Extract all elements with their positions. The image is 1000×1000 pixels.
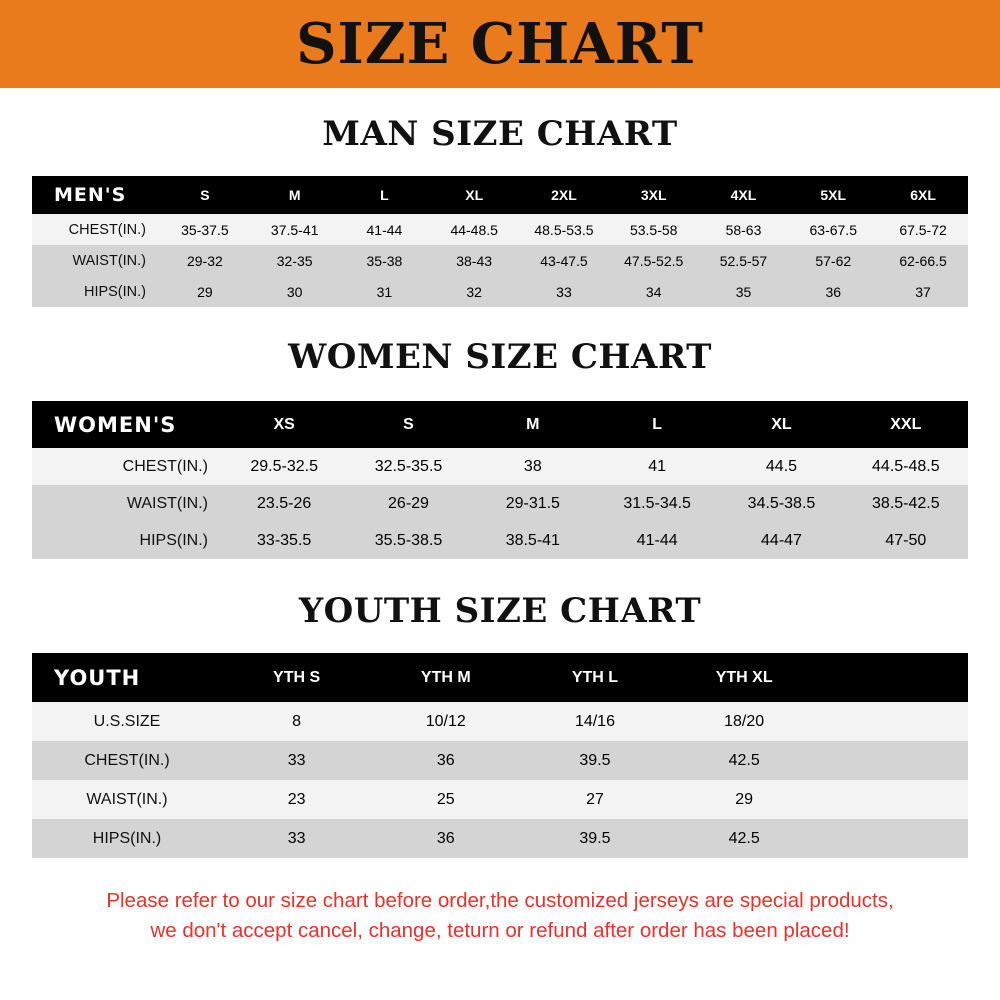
table-cell: 33-35.5: [222, 522, 346, 559]
table-cell: 38.5-41: [471, 522, 595, 559]
table-row: [32, 741, 968, 780]
table-row: [32, 819, 968, 858]
table-cell: 44-47: [719, 522, 843, 559]
table-row: [32, 214, 968, 245]
table-cell: 44.5-48.5: [844, 448, 968, 485]
table-row: [32, 702, 968, 741]
footer-note-line2: we don't accept cancel, change, teturn or refund after order has been placed!: [150, 918, 850, 942]
table-cell: 29: [160, 276, 250, 307]
table-cell: 53.5-58: [609, 214, 699, 245]
table-cell: 34: [609, 276, 699, 307]
table-cell: 30: [250, 276, 340, 307]
table-cell: 35-37.5: [160, 214, 250, 245]
men-table-wrap: [0, 176, 1000, 307]
table-cell: 44.5: [719, 448, 843, 485]
table-cell: 42.5: [670, 819, 819, 858]
row-label: CHEST(IN.): [32, 214, 160, 245]
youth-header-label: YOUTH: [32, 653, 222, 702]
page-title: SIZE CHART: [296, 11, 704, 77]
table-cell: 29-31.5: [471, 485, 595, 522]
men-header-4xl: 4XL: [699, 176, 789, 214]
men-table-head: [32, 176, 968, 214]
youth-header-ythl: YTH L: [520, 653, 669, 702]
youth-table-body: [32, 702, 968, 858]
table-cell: 37: [878, 276, 968, 307]
table-cell: 39.5: [520, 741, 669, 780]
table-cell: 35.5-38.5: [346, 522, 470, 559]
men-header-5xl: 5XL: [788, 176, 878, 214]
spacer-youth-title: [0, 631, 1000, 653]
men-size-table: [32, 176, 968, 307]
table-cell: [819, 741, 968, 780]
youth-section-title: YOUTH SIZE CHART: [298, 591, 702, 631]
table-cell: 27: [520, 780, 669, 819]
spacer-women-title: [0, 377, 1000, 401]
table-cell: 62-66.5: [878, 245, 968, 276]
table-cell: 33: [222, 819, 371, 858]
table-cell: 18/20: [670, 702, 819, 741]
table-cell: 29-32: [160, 245, 250, 276]
table-cell: 35-38: [340, 245, 430, 276]
table-cell: 38: [471, 448, 595, 485]
women-header-l: L: [595, 401, 719, 448]
table-cell: 38.5-42.5: [844, 485, 968, 522]
table-cell: 41-44: [340, 214, 430, 245]
women-header-xs: XS: [222, 401, 346, 448]
men-header-2xl: 2XL: [519, 176, 609, 214]
table-cell: 14/16: [520, 702, 669, 741]
table-cell: 25: [371, 780, 520, 819]
table-cell: 63-67.5: [788, 214, 878, 245]
table-cell: 33: [222, 741, 371, 780]
table-cell: 31: [340, 276, 430, 307]
table-cell: 47-50: [844, 522, 968, 559]
table-cell: 52.5-57: [699, 245, 789, 276]
table-cell: 33: [519, 276, 609, 307]
table-cell: [819, 819, 968, 858]
women-table-head: [32, 401, 968, 448]
row-label: WAIST(IN.): [32, 485, 222, 522]
table-cell: 39.5: [520, 819, 669, 858]
table-row: [32, 245, 968, 276]
row-label: HIPS(IN.): [32, 276, 160, 307]
table-cell: 41: [595, 448, 719, 485]
spacer-youth-top: [0, 559, 1000, 591]
table-cell: 29: [670, 780, 819, 819]
spacer-footer: [0, 858, 1000, 886]
spacer-men-top: [0, 88, 1000, 114]
table-cell: 57-62: [788, 245, 878, 276]
row-label: HIPS(IN.): [32, 819, 222, 858]
table-header-row: [32, 653, 968, 702]
row-label: HIPS(IN.): [32, 522, 222, 559]
table-cell: [819, 780, 968, 819]
youth-table-wrap: [0, 653, 1000, 858]
table-cell: 58-63: [699, 214, 789, 245]
table-cell: 32.5-35.5: [346, 448, 470, 485]
youth-header-ythxl: YTH XL: [670, 653, 819, 702]
table-cell: 34.5-38.5: [719, 485, 843, 522]
table-cell: 36: [371, 819, 520, 858]
women-header-label: WOMEN'S: [32, 401, 222, 448]
youth-header-yths: YTH S: [222, 653, 371, 702]
footer-note-line1: Please refer to our size chart before order,the customized jerseys are special products,: [106, 889, 894, 912]
men-header-l: L: [340, 176, 430, 214]
row-label: WAIST(IN.): [32, 245, 160, 276]
spacer-women-top: [0, 307, 1000, 337]
table-header-row: [32, 401, 968, 448]
women-size-table: [32, 401, 968, 559]
men-header-3xl: 3XL: [609, 176, 699, 214]
table-cell: 37.5-41: [250, 214, 340, 245]
table-cell: [819, 702, 968, 741]
table-row: [32, 780, 968, 819]
table-cell: 38-43: [429, 245, 519, 276]
men-header-s: S: [160, 176, 250, 214]
men-header-label: MEN'S: [32, 176, 160, 214]
table-header-row: [32, 176, 968, 214]
table-cell: 47.5-52.5: [609, 245, 699, 276]
table-row: [32, 276, 968, 307]
table-cell: 44-48.5: [429, 214, 519, 245]
men-header-xl: XL: [429, 176, 519, 214]
table-cell: 23: [222, 780, 371, 819]
men-header-6xl: 6XL: [878, 176, 968, 214]
table-cell: 10/12: [371, 702, 520, 741]
youth-header-empty: [819, 653, 968, 702]
men-table-body: [32, 214, 968, 307]
table-cell: 8: [222, 702, 371, 741]
youth-size-table: [32, 653, 968, 858]
women-header-xl: XL: [719, 401, 843, 448]
row-label: WAIST(IN.): [32, 780, 222, 819]
table-cell: 32: [429, 276, 519, 307]
footer-note: [0, 886, 1000, 945]
women-header-s: S: [346, 401, 470, 448]
table-cell: 67.5-72: [878, 214, 968, 245]
table-cell: 23.5-26: [222, 485, 346, 522]
row-label: CHEST(IN.): [32, 448, 222, 485]
table-cell: 35: [699, 276, 789, 307]
table-row: [32, 522, 968, 559]
women-table-body: [32, 448, 968, 559]
table-cell: 43-47.5: [519, 245, 609, 276]
table-cell: 36: [788, 276, 878, 307]
youth-table-head: [32, 653, 968, 702]
men-section-title: MAN SIZE CHART: [322, 114, 678, 154]
spacer-men-title: [0, 154, 1000, 176]
table-cell: 41-44: [595, 522, 719, 559]
women-table-wrap: [0, 401, 1000, 559]
youth-header-ythm: YTH M: [371, 653, 520, 702]
row-label: CHEST(IN.): [32, 741, 222, 780]
table-cell: 31.5-34.5: [595, 485, 719, 522]
table-cell: 36: [371, 741, 520, 780]
women-header-xxl: XXL: [844, 401, 968, 448]
table-cell: 48.5-53.5: [519, 214, 609, 245]
men-header-m: M: [250, 176, 340, 214]
table-row: [32, 485, 968, 522]
header-banner: [0, 0, 1000, 88]
table-row: [32, 448, 968, 485]
table-cell: 42.5: [670, 741, 819, 780]
women-header-m: M: [471, 401, 595, 448]
table-cell: 32-35: [250, 245, 340, 276]
table-cell: 29.5-32.5: [222, 448, 346, 485]
women-section-title: WOMEN SIZE CHART: [288, 337, 712, 377]
row-label: U.S.SIZE: [32, 702, 222, 741]
table-cell: 26-29: [346, 485, 470, 522]
